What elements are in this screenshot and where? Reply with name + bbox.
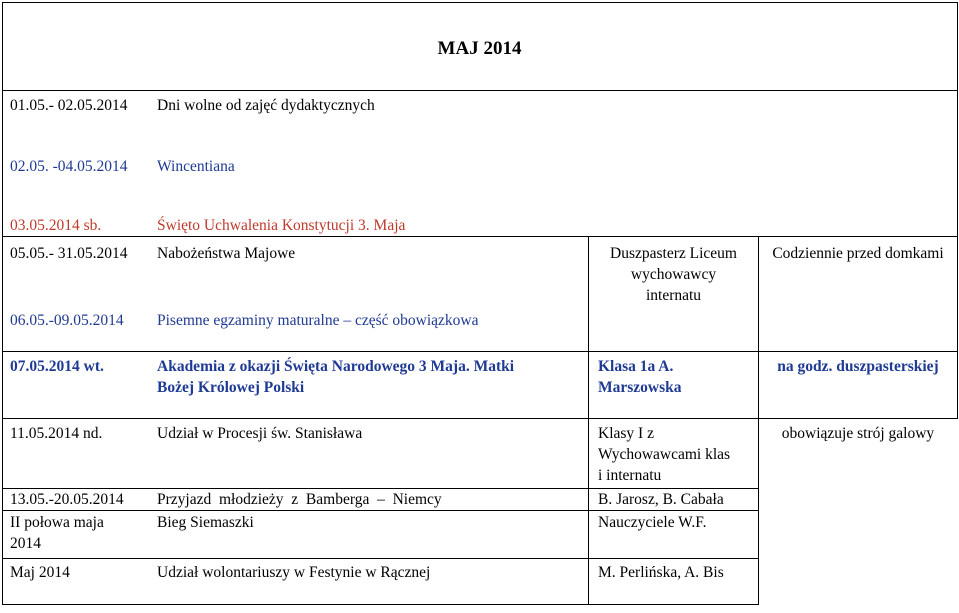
row-date: Maj 2014 [10, 564, 70, 581]
table-border-right [957, 2, 958, 419]
row-responsible: i internatu [598, 467, 662, 484]
row-event: Udział w Procesji św. Stanisława [157, 425, 363, 442]
table-border-left [2, 2, 3, 605]
row-date: 07.05.2014 wt. [10, 358, 104, 375]
row-date: 02.05. -04.05.2014 [10, 158, 128, 175]
row-divider [2, 236, 957, 237]
row-event: Pisemne egzaminy maturalne – część obowiązkowa [157, 312, 479, 329]
row-event: Akademia z okazji Święta Narodowego 3 Maja. Matki [157, 358, 515, 375]
row-notes: Codziennie przed domkami [772, 245, 944, 262]
row-responsible: internatu [645, 287, 702, 304]
row-date: 2014 [10, 535, 41, 552]
row-date: 06.05.-09.05.2014 [10, 312, 124, 329]
page-title: MAJ 2014 [437, 38, 522, 59]
row-responsible: wychowawcy [630, 266, 717, 283]
row-responsible: B. Jarosz, B. Cabała [598, 491, 724, 508]
row-event: Bożej Królowej Polski [157, 379, 305, 396]
row-date: II połowa maja [10, 514, 104, 531]
row-responsible: Klasy I z [598, 425, 654, 442]
row-event: Święto Uchwalenia Konstytucji 3. Maja [157, 217, 406, 234]
row-responsible: Klasa 1a A. [598, 358, 674, 375]
row-date: 11.05.2014 nd. [10, 425, 103, 442]
row-date: 13.05.-20.05.2014 [10, 491, 124, 508]
row-divider [2, 418, 957, 419]
table-border-bottom [2, 604, 759, 605]
row-responsible: Marszowska [598, 379, 682, 396]
row-responsible: Nauczyciele W.F. [598, 514, 707, 531]
row-event: Bieg Siemaszki [157, 514, 254, 531]
row-divider [2, 510, 759, 511]
row-date: 05.05.- 31.05.2014 [10, 245, 128, 262]
row-event: Dni wolne od zajęć dydaktycznych [157, 97, 375, 114]
row-notes: obowiązuje strój galowy [781, 425, 935, 442]
row-event: Przyjazd młodzieży z Bamberga – Niemcy [157, 491, 442, 508]
row-divider [2, 558, 759, 559]
row-responsible: Duszpasterz Liceum [610, 245, 737, 262]
row-event: Udział wolontariuszy w Festynie w Rącznej [157, 564, 431, 581]
row-divider [2, 351, 957, 352]
row-divider [2, 90, 957, 91]
row-date: 01.05.- 02.05.2014 [10, 97, 128, 114]
column-divider [758, 236, 759, 605]
row-notes: na godz. duszpasterskiej [777, 358, 939, 375]
row-responsible: Wychowawcami klas [598, 446, 731, 463]
row-responsible: M. Perlińska, A. Bis [598, 564, 724, 581]
row-date: 03.05.2014 sb. [10, 217, 102, 234]
table-border-top [2, 2, 957, 3]
row-event: Wincentiana [157, 158, 235, 175]
row-event: Nabożeństwa Majowe [157, 245, 296, 262]
